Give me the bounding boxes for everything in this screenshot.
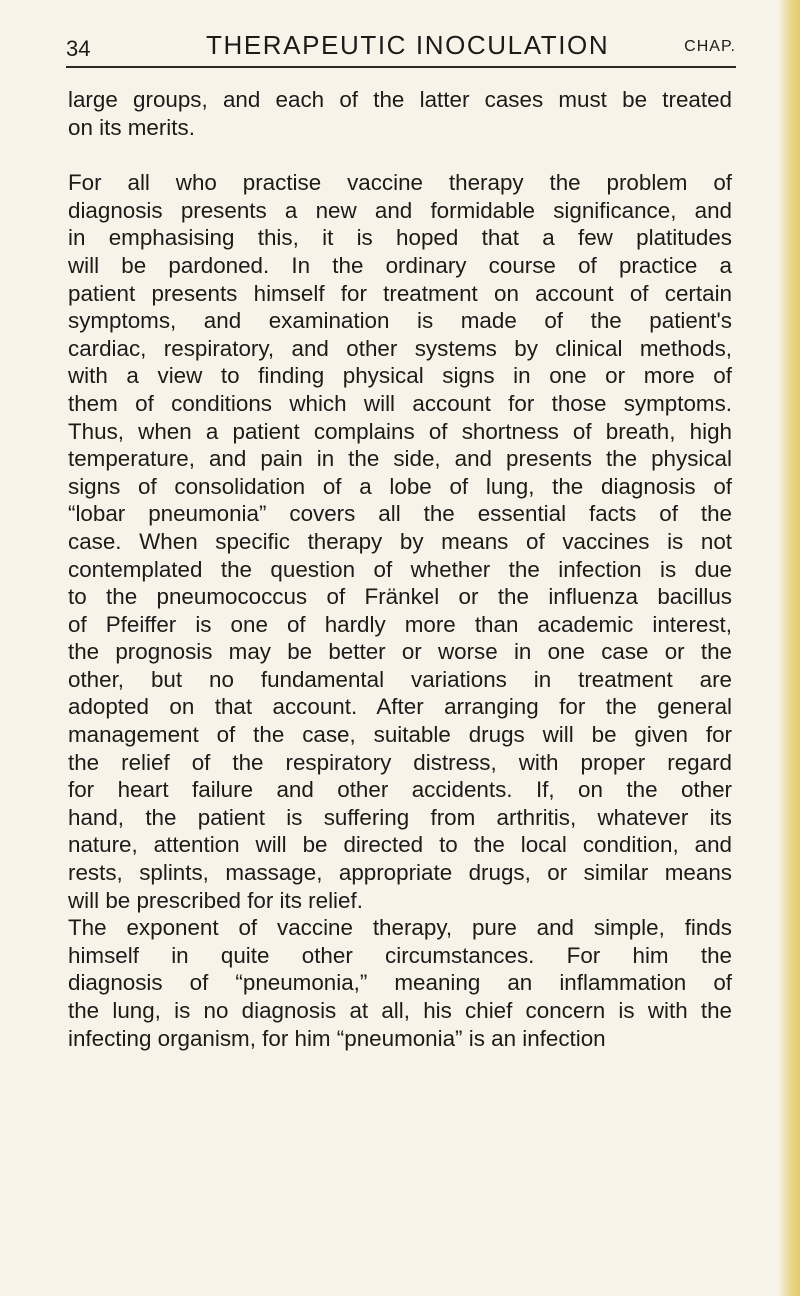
chapter-label: CHAP. xyxy=(684,38,736,55)
text-line: large groups, and each of the latter cases must be treated xyxy=(68,87,732,112)
text-line: contemplated the question of whether the infection is due xyxy=(68,556,732,582)
text-line: with a view to finding physical signs in one or more of xyxy=(68,363,732,389)
text-line: hand, the patient is suffering from arthritis, whatever its xyxy=(68,804,732,830)
text-line: infecting organism, for him “pneumonia” is an infection xyxy=(68,1025,606,1051)
text-line: “lobar pneumonia” covers all the essential facts of the xyxy=(68,501,732,527)
text-line: to the pneumococcus of Fränkel or the influenza bacillus xyxy=(68,584,732,610)
text-line: of Pfeiffer is one of hardly more than academic interest, xyxy=(68,611,732,637)
text-line: himself in quite other circumstances. For him the xyxy=(68,942,732,968)
text-line: them of conditions which will account for those symptoms. xyxy=(68,390,732,416)
text-line: cardiac, respiratory, and other systems by clinical methods, xyxy=(68,335,732,361)
text-line: other, but no fundamental variations in treatment are xyxy=(68,666,732,692)
page-number: 34 xyxy=(66,36,91,61)
text-line: temperature, and pain in the side, and presents the physical xyxy=(68,446,732,472)
text-line: in emphasising this, it is hoped that a few platitudes xyxy=(68,225,732,251)
paragraph-gap xyxy=(68,141,732,169)
text-line: will be pardoned. In the ordinary course of practice a xyxy=(68,252,732,278)
text-line: case. When specific therapy by means of vaccines is not xyxy=(68,528,732,554)
text-line: will be prescribed for its relief. xyxy=(68,887,363,913)
text-line: rests, splints, massage, appropriate drugs, or similar means xyxy=(68,860,732,886)
text-line: the relief of the respiratory distress, with proper regard xyxy=(68,749,732,775)
text-line: management of the case, suitable drugs will be given for xyxy=(68,722,732,748)
text-line: patient presents himself for treatment on account of certain xyxy=(68,280,732,306)
page-edge xyxy=(778,0,800,1296)
text-line: the prognosis may be better or worse in one case or the xyxy=(68,639,732,665)
text-line: the lung, is no diagnosis at all, his chief concern is with the xyxy=(68,998,732,1023)
body-text xyxy=(68,86,732,1052)
running-head xyxy=(66,28,736,64)
text-line: For all who practise vaccine therapy the problem of xyxy=(68,170,732,196)
text-line: adopted on that account. After arranging for the general xyxy=(68,694,732,720)
text-line: diagnosis of “pneumonia,” meaning an inflammation of xyxy=(68,970,732,996)
text-line: diagnosis presents a new and formidable significance, and xyxy=(68,197,732,223)
text-line: nature, attention will be directed to the local condition, and xyxy=(68,832,732,858)
text-line: signs of consolidation of a lobe of lung, the diagnosis of xyxy=(68,473,732,499)
text-line: symptoms, and examination is made of the patient's xyxy=(68,308,732,334)
text-line: for heart failure and other accidents. If, on the other xyxy=(68,777,732,803)
text-line: Thus, when a patient complains of shortness of breath, high xyxy=(68,418,732,444)
running-title: THERAPEUTIC INOCULATION xyxy=(206,30,610,60)
header-rule xyxy=(66,66,736,68)
text-line: The exponent of vaccine therapy, pure and simple, finds xyxy=(68,915,732,941)
text-line: on its merits. xyxy=(68,114,195,140)
